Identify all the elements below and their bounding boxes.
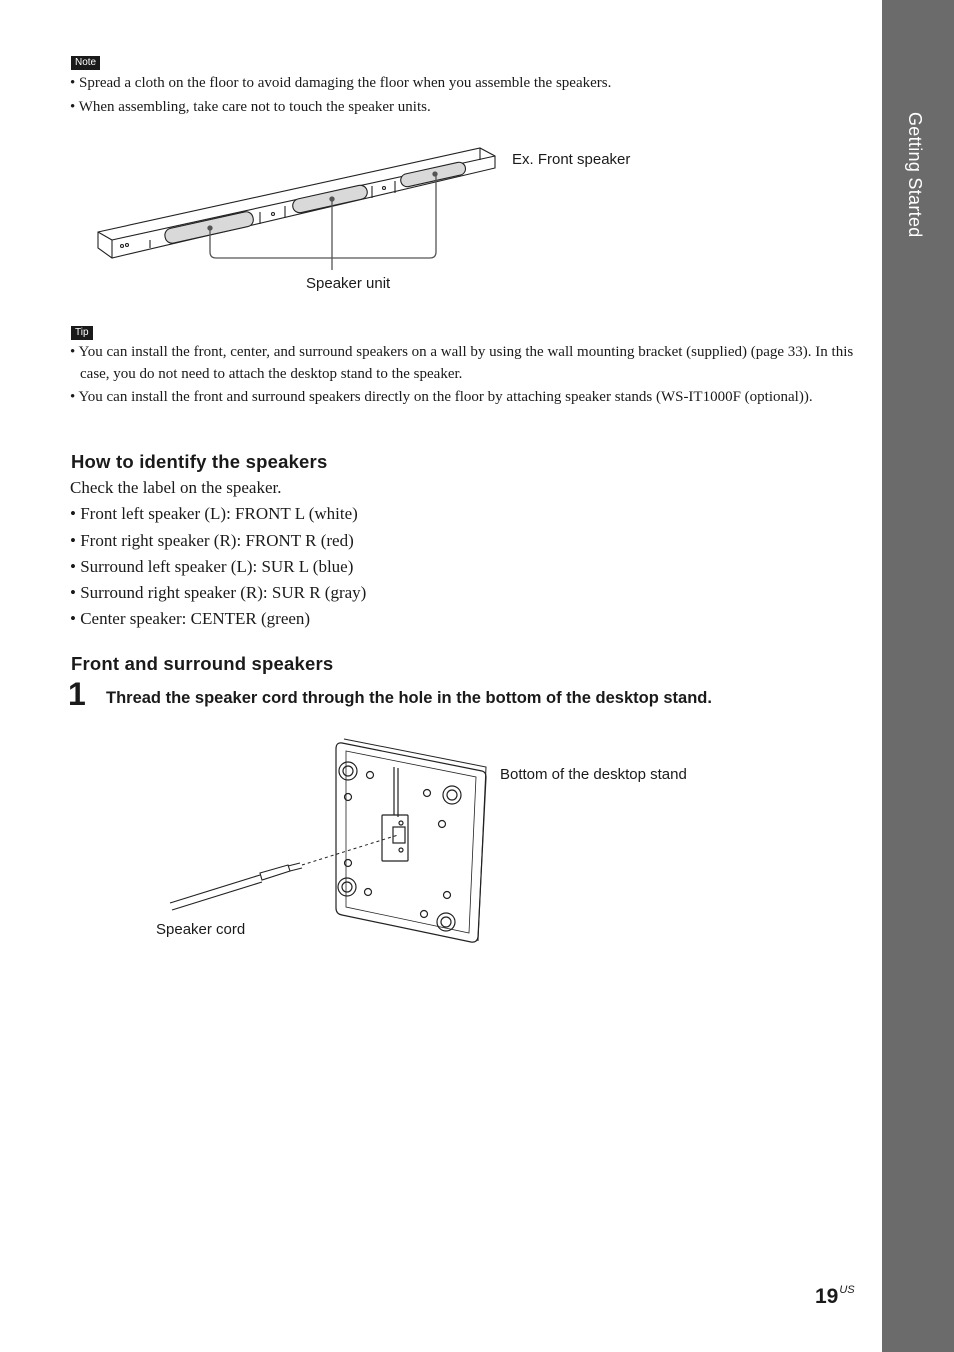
note-item: • When assembling, take care not to touch the speaker units. (70, 98, 431, 115)
identify-intro: Check the label on the speaker. (70, 478, 282, 497)
speaker-unit-caption: Speaker unit (306, 275, 391, 292)
tip-badge: Tip (71, 326, 93, 340)
desktop-stand-illustration (160, 735, 500, 950)
identify-item: • Front left speaker (L): FRONT L (white) (70, 504, 358, 523)
page-number (815, 1284, 855, 1309)
front-speaker-caption: Ex. Front speaker (512, 151, 631, 168)
speaker-cord-caption: Speaker cord (156, 921, 246, 938)
step-number: 1 (68, 676, 86, 712)
identify-item: • Center speaker: CENTER (green) (70, 609, 311, 628)
tip-item: • You can install the front and surround speakers directly on the floor by attaching speaker stands (WS-IT1000F (optional)). (70, 389, 813, 405)
note-badge: Note (71, 56, 100, 70)
page-number-value: 19 (815, 1285, 839, 1308)
identify-item: • Surround left speaker (L): SUR L (blue) (70, 557, 354, 576)
tip-item: • You can install the front, center, and surround speakers on a wall by using the wall mounting bracket (supplied) (page 33). In this case, you do not need to attach the desktop stand to the speaker. (70, 344, 854, 382)
front-speaker-illustration (90, 140, 510, 270)
front-surround-heading: Front and surround speakers (71, 653, 334, 674)
step-text: Thread the speaker cord through the hole in the bottom of the desktop stand. (106, 689, 712, 707)
identify-heading: How to identify the speakers (71, 451, 328, 472)
page-number-suffix: US (839, 1284, 855, 1296)
note-list (70, 73, 860, 118)
stand-bottom-caption: Bottom of the desktop stand (500, 766, 687, 783)
identify-item: • Front right speaker (R): FRONT R (red) (70, 531, 354, 550)
identify-item: • Surround right speaker (R): SUR R (gray) (70, 583, 367, 602)
tip-list (70, 342, 860, 409)
side-tab-label: Getting Started (905, 112, 925, 238)
note-item: • Spread a cloth on the floor to avoid damaging the floor when you assemble the speakers. (70, 75, 612, 91)
